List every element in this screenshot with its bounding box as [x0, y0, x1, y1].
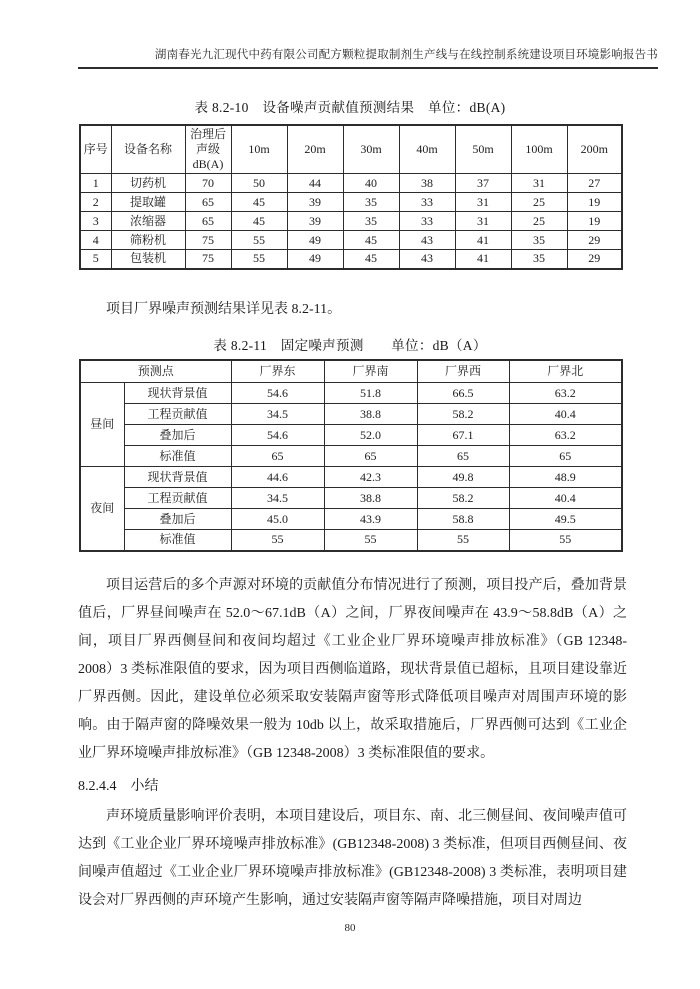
table-row: [80, 530, 622, 551]
table-cell: 65: [324, 446, 417, 467]
table-cell: 40: [343, 174, 399, 193]
table-cell: 31: [455, 193, 511, 212]
col-header-north: 厂界北: [509, 360, 622, 383]
table-cell: 44: [287, 174, 343, 193]
col-header-device: 设备名称: [111, 125, 185, 174]
col-header-30m: 30m: [343, 125, 399, 174]
table-cell: 41: [455, 250, 511, 269]
table-cell: 包装机: [111, 250, 185, 269]
col-header-40m: 40m: [399, 125, 455, 174]
table-cell: 54.6: [231, 383, 324, 404]
group-label-nighttime: 夜间: [80, 467, 124, 551]
table-cell: 42.3: [324, 467, 417, 488]
analysis-paragraph: 项目运营后的多个声源对环境的贡献值分布情况进行了预测，项目投产后，叠加背景值后，厂界昼间噪声在 52.0～67.1dB（A）之间，厂界夜间噪声在 43.9～58.8dB（A）之间，项目厂界西侧昼间和夜间均超过《工业企业厂界环境噪声排放标准》（GB 12348-2008）3 类标准限值的要求，因为项目西侧临道路，现状背景值已超标，且项目建设靠近厂界西侧。因此，建设单位必须采取安装隔声窗等形式降低项目噪声对周围声环境的影响。由于隔声窗的降噪效果一般为 10db 以上，故采取措施后，厂界西侧可达到《工业企业厂界环境噪声排放标准》（GB 12348-2008）3 类标准限值的要求。: [78, 577, 627, 761]
col-header-200m: 200m: [567, 125, 622, 174]
table-row: [80, 383, 622, 404]
table-cell: 5: [80, 250, 111, 269]
table-cell: 58.8: [417, 509, 509, 530]
table-cell: 35: [343, 193, 399, 212]
table-cell: 55: [417, 530, 509, 551]
table-cell: 55: [324, 530, 417, 551]
table-cell: 31: [511, 174, 567, 193]
table-cell: 31: [455, 212, 511, 231]
table-row: [80, 212, 622, 231]
table-cell: 40.4: [509, 488, 622, 509]
table-cell: 58.2: [417, 488, 509, 509]
table-cell: 25: [511, 212, 567, 231]
table-cell: 52.0: [324, 425, 417, 446]
table-row: [80, 250, 622, 269]
table-row: [80, 404, 622, 425]
table-cell: 筛粉机: [111, 231, 185, 250]
table-cell: 45.0: [231, 509, 324, 530]
table-cell: 65: [185, 212, 231, 231]
table-cell: 35: [511, 250, 567, 269]
table-1-caption: 表 8.2-10 设备噪声贡献值预测结果 单位：dB(A): [194, 100, 506, 115]
table-cell: 29: [567, 231, 622, 250]
table-2-caption: 表 8.2-11 固定噪声预测 单位：dB（A）: [213, 337, 487, 353]
col-header-treated-level: 治理后声级dB(A): [185, 125, 231, 174]
table-cell: 49: [287, 231, 343, 250]
table-cell: 58.2: [417, 404, 509, 425]
row-label: 现状背景值: [124, 383, 231, 404]
table-cell: 33: [399, 193, 455, 212]
intro-paragraph: 项目厂界噪声预测结果详见表 8.2-11。: [106, 301, 342, 317]
table-cell: 33: [399, 212, 455, 231]
table-row: [80, 174, 622, 193]
table-cell: 39: [287, 212, 343, 231]
table-cell: 75: [185, 231, 231, 250]
table-cell: 65: [231, 446, 324, 467]
table-cell: 4: [80, 231, 111, 250]
row-label: 叠加后: [124, 425, 231, 446]
device-noise-table: [79, 124, 623, 270]
table-cell: 35: [511, 231, 567, 250]
table-cell: 38: [399, 174, 455, 193]
table-cell: 65: [417, 446, 509, 467]
summary-paragraph: 声环境质量影响评价表明，本项目建设后，项目东、南、北三侧昼间、夜间噪声值可达到《工业企业厂界环境噪声排放标准》(GB12348-2008) 3 类标准，但项目西侧昼间、夜间噪声值超过《工业企业厂界环境噪声排放标准》(GB12348-2008) 3 类标准，表明项目建设会对厂界西侧的声环境产生影响，通过安装隔声窗等隔声降噪措施，项目对周边: [78, 808, 627, 908]
col-header-east: 厂界东: [231, 360, 324, 383]
row-label: 叠加后: [124, 509, 231, 530]
table-cell: 40.4: [509, 404, 622, 425]
table-cell: 50: [231, 174, 287, 193]
table-cell: 25: [511, 193, 567, 212]
table-cell: 43.9: [324, 509, 417, 530]
table-cell: 49.5: [509, 509, 622, 530]
table-row: [80, 467, 622, 488]
table-cell: 45: [343, 231, 399, 250]
page-number: 80: [344, 922, 356, 934]
table-cell: 63.2: [509, 383, 622, 404]
col-header-20m: 20m: [287, 125, 343, 174]
table-cell: 48.9: [509, 467, 622, 488]
row-label: 现状背景值: [124, 467, 231, 488]
row-label: 标准值: [124, 446, 231, 467]
table-cell: 35: [343, 212, 399, 231]
col-header-west: 厂界西: [417, 360, 509, 383]
table-cell: 55: [231, 231, 287, 250]
table-cell: 37: [455, 174, 511, 193]
table-cell: 43: [399, 231, 455, 250]
table-cell: 67.1: [417, 425, 509, 446]
table-cell: 29: [567, 250, 622, 269]
col-header-index: 序号: [80, 125, 111, 174]
table-cell: 70: [185, 174, 231, 193]
table-cell: 39: [287, 193, 343, 212]
col-header-prediction-point: 预测点: [80, 360, 231, 383]
table-cell: 66.5: [417, 383, 509, 404]
col-header-50m: 50m: [455, 125, 511, 174]
col-header-10m: 10m: [231, 125, 287, 174]
table-cell: 45: [231, 193, 287, 212]
table-cell: 55: [509, 530, 622, 551]
table-cell: 75: [185, 250, 231, 269]
table-cell: 45: [343, 250, 399, 269]
table-row: [80, 193, 622, 212]
table-cell: 1: [80, 174, 111, 193]
section-heading: 8.2.4.4 小结: [78, 778, 159, 794]
table-cell: 44.6: [231, 467, 324, 488]
table-cell: 提取罐: [111, 193, 185, 212]
table-header-row: [80, 125, 622, 174]
table-row: [80, 425, 622, 446]
table-row: [80, 509, 622, 530]
table-row: [80, 231, 622, 250]
col-header-south: 厂界南: [324, 360, 417, 383]
row-label: 工程贡献值: [124, 404, 231, 425]
table-cell: 55: [231, 250, 287, 269]
table-cell: 3: [80, 212, 111, 231]
table-cell: 38.8: [324, 404, 417, 425]
table-cell: 19: [567, 212, 622, 231]
table-cell: 41: [455, 231, 511, 250]
table-cell: 19: [567, 193, 622, 212]
table-cell: 65: [185, 193, 231, 212]
table-cell: 切药机: [111, 174, 185, 193]
row-label: 标准值: [124, 530, 231, 551]
table-cell: 27: [567, 174, 622, 193]
table-cell: 2: [80, 193, 111, 212]
table-cell: 浓缩器: [111, 212, 185, 231]
table-row: [80, 446, 622, 467]
table-cell: 51.8: [324, 383, 417, 404]
table-cell: 49: [287, 250, 343, 269]
table-cell: 38.8: [324, 488, 417, 509]
table-cell: 54.6: [231, 425, 324, 446]
group-label-daytime: 昼间: [80, 383, 124, 467]
table-row: [80, 488, 622, 509]
table-cell: 34.5: [231, 404, 324, 425]
table-cell: 43: [399, 250, 455, 269]
table-header-row: [80, 360, 622, 383]
table-cell: 65: [509, 446, 622, 467]
row-label: 工程贡献值: [124, 488, 231, 509]
table-cell: 49.8: [417, 467, 509, 488]
table-cell: 45: [231, 212, 287, 231]
table-cell: 63.2: [509, 425, 622, 446]
table-cell: 55: [231, 530, 324, 551]
boundary-noise-table: [79, 359, 623, 552]
report-header: 湖南春光九汇现代中药有限公司配方颗粒提取制剂生产线与在线控制系统建设项目环境影响报告书: [78, 46, 658, 69]
table-cell: 34.5: [231, 488, 324, 509]
col-header-100m: 100m: [511, 125, 567, 174]
